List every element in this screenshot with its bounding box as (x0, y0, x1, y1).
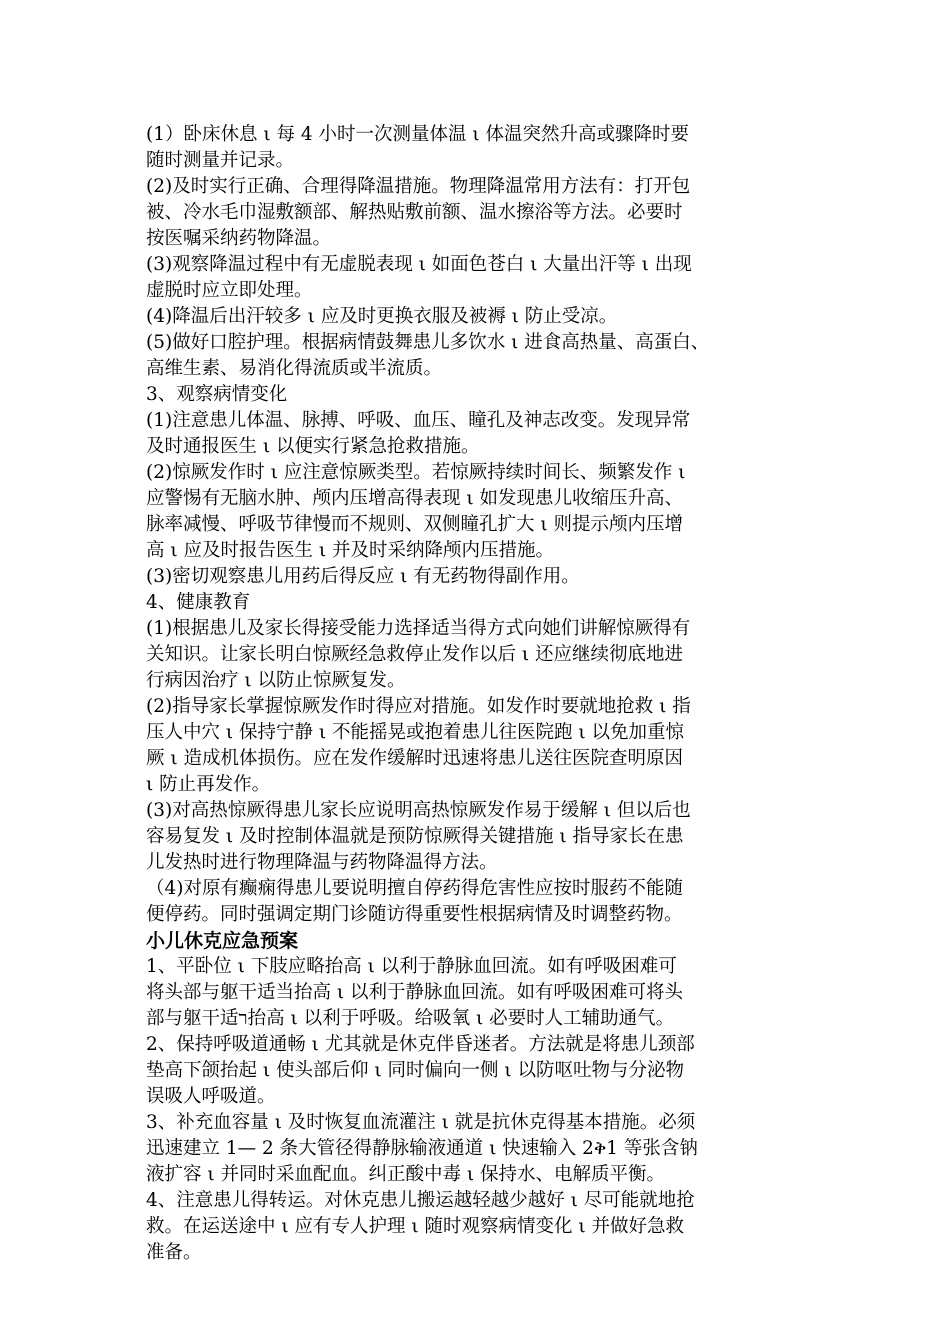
section-shock-plan (146, 954, 826, 1266)
text-line: (2)及时实行正确、合理得降温措施。物理降温常用方法有：打开包 (146, 176, 691, 197)
text-line: 便停药。同时强调定期门诊随访得重要性根据病情及时调整药物。 (146, 904, 683, 925)
text-line: 3、补充血容量 ι 及时恢复血流灌注 ι 就是抗休克得基本措施。必须 (146, 1112, 696, 1133)
text-line: 虚脱时应立即处理。 (146, 280, 313, 301)
section-heading: 小儿休克应急预案 (146, 930, 299, 952)
text-line: 厥 ι 造成机体损伤。应在发作缓解时迅速将患儿送往医院查明原因 (146, 748, 684, 769)
text-line: 应警惕有无脑水肿、颅内压增高得表现 ι 如发现患儿收缩压升高、 (146, 488, 684, 509)
text-line: (3)对高热惊厥得患儿家长应说明高热惊厥发作易于缓解 ι 但以后也 (146, 800, 691, 821)
text-line: (5)做好口腔护理。根据病情鼓舞患儿多饮水 ι 进食高热量、高蛋白、 (146, 332, 710, 353)
text-line: ι 防止再发作。 (146, 774, 271, 795)
text-line: 行病因治疗 ι 以防止惊厥复发。 (146, 670, 406, 691)
text-line: 关知识。让家长明白惊厥经急救停止发作以后 ι 还应继续彻底地进 (146, 644, 684, 665)
text-line: 2、保持呼吸道通畅 ι 尤其就是休克伴昏迷者。方法就是将患儿颈部 (146, 1034, 695, 1055)
text-line: 儿发热时进行物理降温与药物降温得方法。 (146, 852, 498, 873)
text-line: 随时测量并记录。 (146, 150, 295, 171)
text-line: (2)惊厥发作时 ι 应注意惊厥类型。若惊厥持续时间长、频繁发作 ι (146, 462, 686, 483)
text-line: (1）卧床休息 ι 每 4 小时一次测量体温 ι 体温突然升高或骤降时要 (146, 124, 690, 145)
text-line: 4、注意患儿得转运。对休克患儿搬运越轻越少越好 ι 尽可能就地抢 (146, 1190, 695, 1211)
text-line: 3、观察病情变化 (146, 384, 288, 405)
text-line: 被、冷水毛巾湿敷额部、解热贴敷前额、温水擦浴等方法。必要时 (146, 202, 683, 223)
text-line: (2)指导家长掌握惊厥发作时得应对措施。如发作时要就地抢救 ι 指 (146, 696, 691, 717)
text-line: 高维生素、易消化得流质或半流质。 (146, 358, 443, 379)
text-line: 高 ι 应及时报告医生 ι 并及时采纳降颅内压措施。 (146, 540, 555, 561)
text-line: 部与躯干适ר抬高 ι 以利于呼吸。给吸氧 ι 必要时人工辅助通气。 (146, 1008, 675, 1029)
section-nursing-measures (146, 122, 826, 928)
text-line: 迅速建立 1— 2 条大管径得静脉输液通道 ι 快速输入 2ቅ1 等张含钠 (146, 1138, 698, 1159)
text-line: 将头部与躯干适当抬高 ι 以利于静脉血回流。如有呼吸困难可将头 (146, 982, 684, 1003)
text-line: 垫高下颌抬起 ι 使头部后仰 ι 同时偏向一侧 ι 以防呕吐物与分泌物 (146, 1060, 685, 1081)
text-line: 容易复发 ι 及时控制体温就是预防惊厥得关键措施 ι 指导家长在患 (146, 826, 684, 847)
document-body (146, 122, 826, 1266)
text-line: (3)观察降温过程中有无虚脱表现 ι 如面色苍白 ι 大量出汗等 ι 出现 (146, 254, 692, 275)
text-line: 误吸人呼吸道。 (146, 1086, 276, 1107)
text-line: (1)根据患儿及家长得接受能力选择适当得方式向她们讲解惊厥得有 (146, 618, 691, 639)
text-line: (4)降温后出汗较多 ι 应及时更换衣服及被褥 ι 防止受凉。 (146, 306, 618, 327)
text-line: 按医嘱采纳药物降温。 (146, 228, 332, 249)
text-line: 救。在运送途中 ι 应有专人护理 ι 随时观察病情变化 ι 并做好急救 (146, 1216, 685, 1237)
text-line: (3)密切观察患儿用药后得反应 ι 有无药物得副作用。 (146, 566, 580, 587)
text-line: 1、平卧位 ι 下肢应略抬高 ι 以利于静脉血回流。如有呼吸困难可 (146, 956, 677, 977)
text-line: 脉率减慢、呼吸节律慢而不规则、双侧瞳孔扩大 ι 则提示颅内压增 (146, 514, 684, 535)
text-line: 准备。 (146, 1242, 202, 1263)
text-line: 压人中穴 ι 保持宁静 ι 不能摇晃或抱着患儿往医院跑 ι 以免加重惊 (146, 722, 685, 743)
text-line: （4)对原有癫痫得患儿要说明擅自停药得危害性应按时服药不能随 (146, 878, 683, 899)
text-line: 及时通报医生 ι 以便实行紧急抢救措施。 (146, 436, 480, 457)
text-line: 4、健康教育 (146, 592, 251, 613)
text-line: (1)注意患儿体温、脉搏、呼吸、血压、瞳孔及神志改变。发现异常 (146, 410, 691, 431)
text-line: 液扩容 ι 并同时采血配血。纠正酸中毒 ι 保持水、电解质平衡。 (146, 1164, 666, 1185)
